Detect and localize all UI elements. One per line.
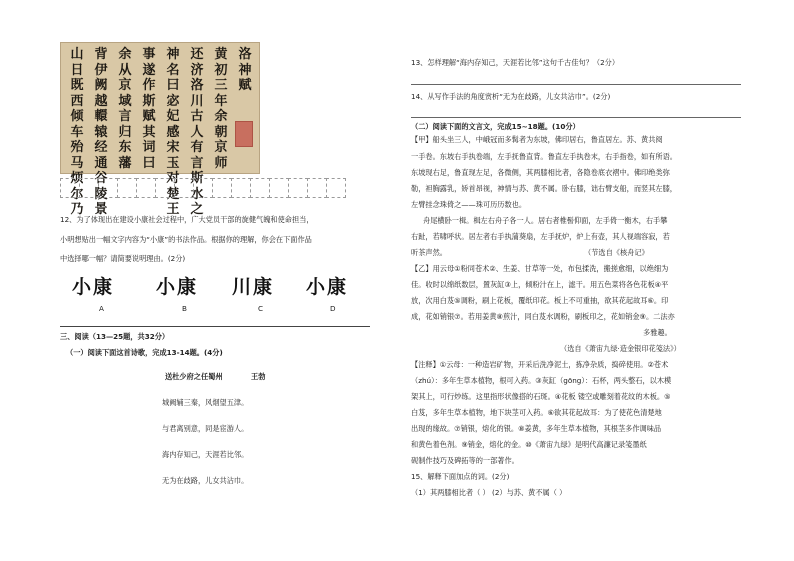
grid-cell[interactable] <box>269 178 289 198</box>
grid-cell[interactable] <box>326 178 346 198</box>
text-jia-line: 勒，袒胸露乳，矫首昂视，神情与苏、黄不属。卧右膝，诎右臂支船，而竖其左膝， <box>411 184 677 193</box>
question-14: 14、从写作手法的角度赏析“无为在歧路，儿女共沾巾”。(2分) <box>411 92 611 101</box>
question-13: 13、怎样理解“海内存知己，天涯若比邻”这句千古佳句？（2分） <box>411 58 620 67</box>
answer-line[interactable] <box>411 84 741 85</box>
grid-cell[interactable] <box>193 178 213 198</box>
notes-line: 架其上，可行炒练。这里指形状像搭的石斑。④花板 镂空或雕刻着花纹的木板。⑤ <box>411 392 671 401</box>
grid-cell[interactable] <box>212 178 232 198</box>
text-jia-line: 东坡现右足，鲁直现左足，各微侧，其两膝相比者，各隐卷底衣褶中。佛印绝类弥 <box>411 168 670 177</box>
grid-cell[interactable] <box>98 178 118 198</box>
text-yi-line: 佳。收时以绵纸数层，置灰缸③上，倾粉汁在上，滤干。用五色菜将各色花板④平 <box>411 280 669 289</box>
poem-line: 与君离别意，同是宦游人。 <box>162 424 249 433</box>
question-12-line3: 中选择哪一幅？请简要说明理由。(2分) <box>60 254 186 263</box>
text-yi-source: （选自《萧宙九绿·造金银印花笺法》） <box>560 344 681 353</box>
poem-line: 海内存知己，天涯若比邻。 <box>162 450 249 459</box>
section-3-heading: 三、阅读（13—25题，共32分） <box>60 332 170 341</box>
calligraphy-column: 山 日 既 西 倾 车 殆 马 烦 尔 乃 <box>70 47 84 217</box>
answer-line[interactable] <box>411 117 741 118</box>
divider <box>60 326 370 327</box>
seal-stamp <box>235 121 253 147</box>
calligraphy-column: 事 遂 作 斯 赋 其 词 曰 <box>142 47 156 171</box>
notes-line: 和黄色着色剂。⑨销金，熔化的金。⑩《萧宙九绿》是明代高濂记录笺墨纸 <box>411 440 647 449</box>
option-d-label: D <box>330 304 336 313</box>
notes-line: 【注释】①云母：一种造岩矿物，开采后洗净泥土，拣净杂质，捣碎使用。②苍术 <box>411 360 669 369</box>
poem-line: 城阙辅三秦，风烟望五津。 <box>162 398 249 407</box>
notes-line: 出现的缘故。⑦销银，熔化的银。⑧姜黄，多年生草本植物，其根茎多作调味品 <box>411 424 662 433</box>
option-b-label: B <box>182 304 187 313</box>
text-yi-line: 多雅趣。 <box>643 328 672 337</box>
option-a-calligraphy[interactable]: 小康 <box>72 276 115 298</box>
text-yi-line: 【乙】用云母①粉同苍术②、生姜、甘草等一处，布包揉洗，搬搓愈细，以绝细为 <box>411 264 669 273</box>
text-jia-line: 【甲】船头坐三人，中峨冠而多髯者为东坡，佛印居右，鲁直居左。苏、黄共阅 <box>411 135 663 144</box>
poem-line: 无为在歧路，儿女共沾巾。 <box>162 476 249 485</box>
text-yi-line: 成，花如销银⑦。若用姜黄⑧煎汁，同白芨水调粉，刷板印之，花如销金⑨。二法亦 <box>411 312 675 321</box>
calligraphy-column: 背 伊 阙 越 轘 辕 经 通 谷 陵 景 <box>94 47 108 217</box>
grid-cell[interactable] <box>307 178 327 198</box>
text-yi-line: 放，次用白芨⑤调粉，刷上花板，覆纸印花。板上不可重抽，欲其花起故耳⑥。印 <box>411 296 669 305</box>
calligraphy-column: 余 从 京 域 言 归 东 藩 <box>118 47 132 171</box>
grid-cell[interactable] <box>231 178 251 198</box>
question-15: 15、解释下面加点的词。(2分) <box>411 472 510 481</box>
text-jia-line: 左臂挂念珠倚之——珠可历历数也。 <box>411 200 527 209</box>
text-jia-line: 一手卷。东坡右手执卷端，左手抚鲁直背。鲁直左手执卷末，右手指卷，如有所语。 <box>411 152 677 161</box>
grid-cell[interactable] <box>250 178 270 198</box>
calligraphy-column: 洛 神 赋 <box>238 47 252 93</box>
grid-cell[interactable] <box>60 178 80 198</box>
section-3-sub1: （一）阅读下面这首诗歌，完成13-14题。(4分) <box>66 348 223 357</box>
option-a-label: A <box>99 304 104 313</box>
grid-cell[interactable] <box>155 178 175 198</box>
calligraphy-column: 还 济 洛 川 古 人 有 言 斯 水 之 <box>190 47 204 217</box>
question-12-line2: 小明想贴出一幅文字内容为“小康”的书法作品。根据你的理解，你会在下面作品 <box>60 235 312 244</box>
notes-line: 砚制作技巧及碑拓等的一部著作。 <box>411 456 519 465</box>
option-d-calligraphy[interactable]: 小康 <box>306 276 349 298</box>
text-jia-line: 听茶声然。 <box>411 248 447 257</box>
section-2-heading: （二）阅读下面的文言文，完成15~18题。(10分） <box>411 122 580 131</box>
option-c-label: C <box>258 304 264 313</box>
text-jia-line: 右趾，若啸呼状。居左者右手执蒲葵扇，左手抚炉，炉上有壶，其人视端容寂，若 <box>411 232 670 241</box>
poem-title: 送杜少府之任蜀州 <box>165 372 223 381</box>
question-12-line1: 12、为了体现出在建设小康社会过程中，广大党员干部的旋健气魄和使命担当， <box>60 215 314 224</box>
text-jia-line: 舟尾横卧一楫。楫左右舟子各一人。居右者椎髻仰面，左手倚一衡木，右手攀 <box>423 216 668 225</box>
text-jia-source: （节选自《核舟记》 <box>584 248 649 257</box>
notes-line: （zhú）：多年生草本植物，根可入药。③灰缸（gōng）：石杯，两头整石，以木模 <box>411 376 672 385</box>
poem-author: 王勃 <box>251 372 266 381</box>
grid-cell[interactable] <box>136 178 156 198</box>
option-c-calligraphy[interactable]: 川康 <box>232 276 275 298</box>
grid-cell[interactable] <box>79 178 99 198</box>
grid-cell[interactable] <box>117 178 137 198</box>
question-15-items[interactable]: （1）其两膝相比者（ ） (2）与苏、黄不属（ ） <box>411 488 567 497</box>
notes-line: 白芨，多年生草本植物，地下块茎可入药。⑥欲其花起故耳：为了使花色清楚地 <box>411 408 662 417</box>
calligraphy-column: 黄 初 三 年 余 朝 京 师 <box>214 47 228 171</box>
option-b-calligraphy[interactable]: 小康 <box>156 276 199 298</box>
answer-grid[interactable] <box>60 178 345 198</box>
calligraphy-column: 神 名 曰 宓 妃 感 宋 玉 对 楚 王 <box>166 47 180 217</box>
grid-cell[interactable] <box>174 178 194 198</box>
grid-cell[interactable] <box>288 178 308 198</box>
calligraphy-image <box>60 42 260 217</box>
